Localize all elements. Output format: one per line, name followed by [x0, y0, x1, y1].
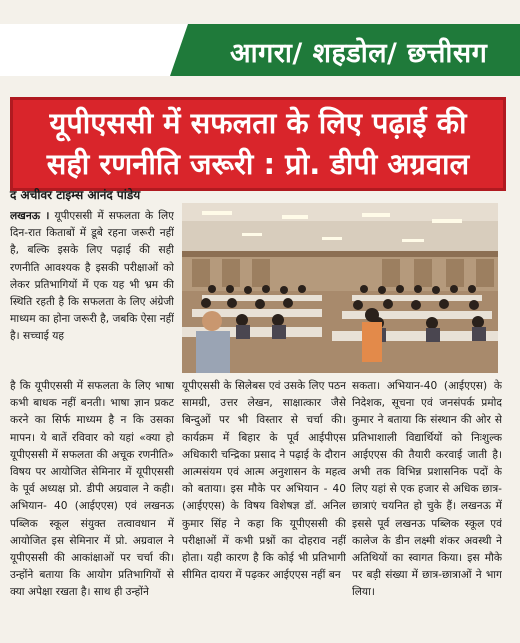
headline-line-1: यूपीएससी में सफलता के लिए पढ़ाई की [49, 106, 467, 140]
article-text-1a: यूपीएससी में सफलता के लिए दिन-रात किताबों में डूबे रहना जरूरी नहीं है, बल्कि इसके लिए पढ़ाई की सही रणनीति आवश्यक है इसकी परीक्षाओं को लेकर प्रतिभागियों में एक यह भी भ्रम की स्थिति रहती है कि सफलता के लिए अंग्रेजी माध्यम का होना जरूरी है, जबकि ऐसा नहीं है। सच्चाई यह [10, 210, 174, 343]
article-column-3 [352, 378, 502, 640]
dateline-place: लखनऊ । [10, 210, 50, 222]
headline-line-2: सही रणनीति जरूरी : प्रो. डीपी अग्रवाल [46, 147, 470, 181]
headline-box [10, 97, 506, 191]
article-column-1-bottom [10, 378, 174, 640]
article-text-3: सकता। अभियान-40 (आईएएस) के निदेशक, सूचना एवं जनसंपर्क प्रमोद कुमार ने बताया कि संस्थान की ओर से प्रतिभाशाली विद्यार्थियों को निःशुल्क आईएएस की तैयारी करवाई जाती है। अभी तक विभिन्न प्रशासनिक पदों के लिए यहां से एक हजार से अधिक छात्र-छात्राएं चयनित हो चुके हैं। लखनऊ में इससे पूर्व लखनऊ पब्लिक स्कूल एवं कालेज के डीन लक्ष्मी शंकर अवस्थी ने अतिथियों का स्वागत किया। इस मौके पर बड़ी संख्या में छात्र-छात्राओं ने भाग लिया। [352, 380, 502, 599]
seminar-photo [182, 203, 498, 373]
section-title: आगरा/ शहडोल/ छत्तीसग [230, 38, 488, 69]
article-text-2: यूपीएससी के सिलेबस एवं उसके लिए पठन सामग्री, उत्तर लेखन, साक्षात्कार जैसे बिन्दुओं पर भी विस्तार से चर्चा की। कार्यक्रम में बिहार के पूर्व आईपीएस अधिकारी चन्द्रिका प्रसाद ने पढ़ाई के दौरान आत्मसंयम एवं आत्म अनुशासन के महत्व को बताया। इस मौके पर अभियान - 40 (आईएएस) के विषय विशेषज्ञ डॉ. अनिल कुमार सिंह ने कहा कि यूपीएससी की परीक्षाओं में कभी प्रश्नों का दोहराव नहीं होता। यही कारण है कि कोई भी प्रतिभागी सीमित दायरा में पढ़कर आईएएस नहीं बन [182, 380, 346, 582]
byline: द अचीवर टाइम्स आनंद पांडेय [10, 188, 141, 202]
article-text-1b: है कि यूपीएससी में सफलता के लिए भाषा कभी बाधक नहीं बनती। भाषा ज्ञान प्रकट करने का सिर्फ माध्यम है न कि उसका मापन। ये बातें रविवार को यहां «क्या हो यूपीएससी में सफलता की अचूक रणनीति» विषय पर आयोजित सेमिनार में यूपीएससी के पूर्व अध्यक्ष प्रो. डीपी अग्रवाल ने कही। अभियान- 40 (आईएएस) एवं लखनऊ पब्लिक स्कूल संयुक्त तत्वावधान में आयोजित इस सेमिनार में प्रो. अग्रवाल ने यूपीएससी की आकांक्षाओं पर चर्चा की। उन्होंने बताया कि आयोग प्रतिभागियों से क्या अपेक्षा रखता है। साथ ही उन्होंने [10, 380, 174, 599]
article-column-1-top [10, 208, 174, 378]
section-banner [0, 24, 520, 76]
article-column-2 [182, 378, 346, 640]
